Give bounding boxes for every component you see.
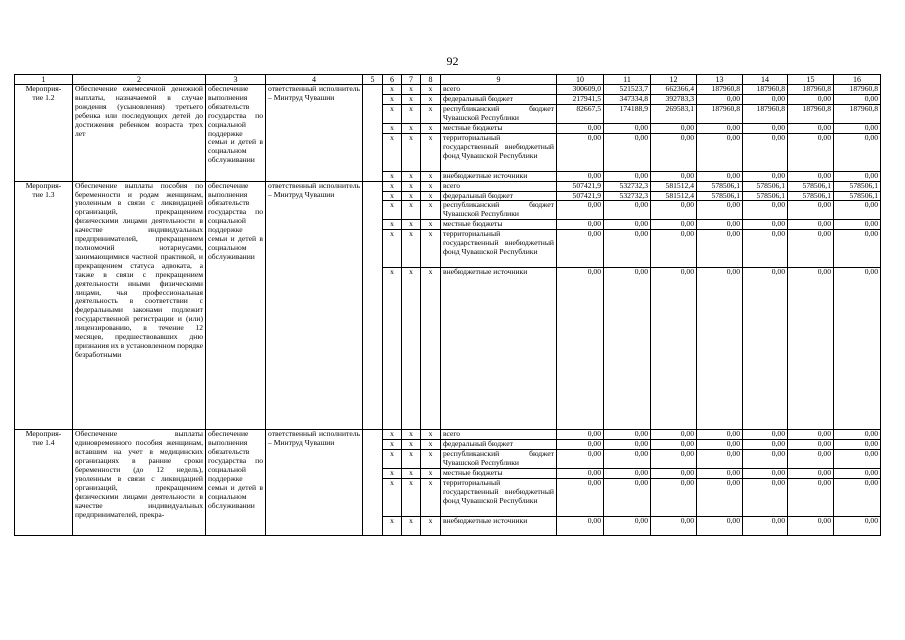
amount-cell: 0,00 bbox=[557, 479, 604, 517]
amount-cell: 187960,8 bbox=[697, 85, 743, 95]
marker-cell: x bbox=[402, 201, 421, 220]
marker-cell: x bbox=[421, 85, 441, 95]
amount-cell: 0,00 bbox=[834, 201, 881, 220]
amount-cell: 187960,8 bbox=[743, 85, 788, 95]
amount-cell: 0,00 bbox=[557, 440, 604, 450]
marker-cell: x bbox=[402, 123, 421, 133]
amount-cell: 532732,3 bbox=[604, 181, 651, 191]
empty-cell bbox=[363, 85, 383, 182]
marker-cell: x bbox=[421, 220, 441, 230]
amount-cell: 269583,1 bbox=[651, 104, 697, 123]
marker-cell: x bbox=[402, 479, 421, 517]
amount-cell: 578506,1 bbox=[697, 191, 743, 201]
amount-cell: 0,00 bbox=[743, 94, 788, 104]
amount-cell: 0,00 bbox=[697, 201, 743, 220]
amount-cell: 0,00 bbox=[697, 220, 743, 230]
amount-cell: 0,00 bbox=[743, 440, 788, 450]
marker-cell: x bbox=[383, 220, 402, 230]
marker-cell: x bbox=[383, 450, 402, 469]
amount-cell: 0,00 bbox=[743, 171, 788, 181]
amount-cell: 174188,9 bbox=[604, 104, 651, 123]
amount-cell: 187960,8 bbox=[788, 85, 834, 95]
amount-cell: 0,00 bbox=[697, 469, 743, 479]
amount-cell: 0,00 bbox=[557, 123, 604, 133]
marker-cell: x bbox=[383, 133, 402, 171]
marker-cell: x bbox=[383, 469, 402, 479]
amount-cell: 0,00 bbox=[557, 469, 604, 479]
marker-cell: x bbox=[421, 94, 441, 104]
amount-cell: 0,00 bbox=[834, 268, 881, 430]
amount-cell: 0,00 bbox=[788, 123, 834, 133]
amount-cell: 0,00 bbox=[743, 450, 788, 469]
amount-cell: 0,00 bbox=[651, 450, 697, 469]
amount-cell: 0,00 bbox=[743, 230, 788, 268]
marker-cell: x bbox=[402, 430, 421, 440]
amount-cell: 0,00 bbox=[834, 430, 881, 440]
amount-cell: 0,00 bbox=[604, 201, 651, 220]
measure-executor: ответственный исполнитель – Минтруд Чувашии bbox=[266, 85, 363, 182]
amount-cell: 0,00 bbox=[834, 479, 881, 517]
amount-cell: 0,00 bbox=[651, 230, 697, 268]
amount-cell: 662366,4 bbox=[651, 85, 697, 95]
marker-cell: x bbox=[402, 133, 421, 171]
amount-cell: 0,00 bbox=[743, 123, 788, 133]
header-cell: 5 bbox=[363, 75, 383, 85]
amount-cell: 0,00 bbox=[743, 517, 788, 536]
amount-cell: 0,00 bbox=[743, 133, 788, 171]
amount-cell: 187960,8 bbox=[834, 85, 881, 95]
measure-goal: обеспечение выполнения обязательств государства по социальной поддержке семьи и детей в социальном обслуживании bbox=[206, 181, 266, 430]
marker-cell: x bbox=[421, 430, 441, 440]
marker-cell: x bbox=[402, 191, 421, 201]
funding-source-extrabudget: внебюджетные источники bbox=[441, 517, 557, 536]
amount-cell: 0,00 bbox=[604, 450, 651, 469]
amount-cell: 0,00 bbox=[604, 440, 651, 450]
amount-cell: 0,00 bbox=[788, 469, 834, 479]
header-cell: 6 bbox=[383, 75, 402, 85]
funding-source-republican: республиканский бюджет Чувашской Республики bbox=[441, 104, 557, 123]
amount-cell: 581512,4 bbox=[651, 181, 697, 191]
amount-cell: 0,00 bbox=[651, 430, 697, 440]
marker-cell: x bbox=[402, 104, 421, 123]
amount-cell: 578506,1 bbox=[834, 191, 881, 201]
amount-cell: 0,00 bbox=[743, 430, 788, 440]
marker-cell: x bbox=[383, 430, 402, 440]
amount-cell: 0,00 bbox=[788, 440, 834, 450]
amount-cell: 0,00 bbox=[697, 440, 743, 450]
funding-source-local: местные бюджеты bbox=[441, 469, 557, 479]
header-cell: 11 bbox=[604, 75, 651, 85]
amount-cell: 0,00 bbox=[743, 268, 788, 430]
header-cell: 1 bbox=[15, 75, 73, 85]
amount-cell: 0,00 bbox=[834, 469, 881, 479]
amount-cell: 0,00 bbox=[697, 479, 743, 517]
marker-cell: x bbox=[383, 230, 402, 268]
marker-cell: x bbox=[402, 450, 421, 469]
amount-cell: 0,00 bbox=[557, 450, 604, 469]
funding-source-total: всего bbox=[441, 85, 557, 95]
amount-cell: 0,00 bbox=[557, 220, 604, 230]
amount-cell: 0,00 bbox=[697, 450, 743, 469]
amount-cell: 0,00 bbox=[697, 123, 743, 133]
table-row bbox=[15, 85, 881, 95]
header-cell: 9 bbox=[441, 75, 557, 85]
empty-cell bbox=[363, 430, 383, 536]
amount-cell: 0,00 bbox=[788, 479, 834, 517]
amount-cell: 581512,4 bbox=[651, 191, 697, 201]
amount-cell: 0,00 bbox=[834, 230, 881, 268]
table-body bbox=[15, 75, 881, 536]
amount-cell: 0,00 bbox=[651, 123, 697, 133]
amount-cell: 0,00 bbox=[557, 201, 604, 220]
amount-cell: 0,00 bbox=[834, 133, 881, 171]
amount-cell: 300609,0 bbox=[557, 85, 604, 95]
page-number: 92 bbox=[446, 54, 459, 68]
measure-id: Мероприя- тие 1.2 bbox=[15, 85, 73, 182]
marker-cell: x bbox=[421, 450, 441, 469]
amount-cell: 0,00 bbox=[604, 430, 651, 440]
funding-source-republican: республиканский бюджет Чувашской Республики bbox=[441, 201, 557, 220]
marker-cell: x bbox=[383, 517, 402, 536]
header-cell: 2 bbox=[73, 75, 206, 85]
funding-source-republican: республиканский бюджет Чувашской Республики bbox=[441, 450, 557, 469]
marker-cell: x bbox=[383, 201, 402, 220]
amount-cell: 187960,8 bbox=[743, 104, 788, 123]
header-cell: 7 bbox=[402, 75, 421, 85]
amount-cell: 217941,5 bbox=[557, 94, 604, 104]
marker-cell: x bbox=[421, 268, 441, 430]
amount-cell: 0,00 bbox=[557, 430, 604, 440]
marker-cell: x bbox=[383, 440, 402, 450]
amount-cell: 0,00 bbox=[557, 517, 604, 536]
marker-cell: x bbox=[383, 268, 402, 430]
amount-cell: 578506,1 bbox=[788, 191, 834, 201]
header-cell: 8 bbox=[421, 75, 441, 85]
header-cell: 16 bbox=[834, 75, 881, 85]
marker-cell: x bbox=[421, 479, 441, 517]
funding-source-federal: федеральный бюджет bbox=[441, 191, 557, 201]
amount-cell: 0,00 bbox=[834, 123, 881, 133]
marker-cell: x bbox=[402, 85, 421, 95]
amount-cell: 0,00 bbox=[651, 201, 697, 220]
amount-cell: 0,00 bbox=[743, 220, 788, 230]
amount-cell: 0,00 bbox=[788, 133, 834, 171]
amount-cell: 0,00 bbox=[557, 268, 604, 430]
amount-cell: 0,00 bbox=[788, 94, 834, 104]
measure-goal: обеспечение выполнения обязательств государства по социальной поддержке семьи и детей в социальном обслуживании bbox=[206, 430, 266, 536]
funding-source-federal: федеральный бюджет bbox=[441, 94, 557, 104]
amount-cell: 187960,8 bbox=[697, 104, 743, 123]
funding-source-extrabudget: внебюджетные источники bbox=[441, 268, 557, 430]
amount-cell: 0,00 bbox=[788, 171, 834, 181]
amount-cell: 0,00 bbox=[557, 230, 604, 268]
amount-cell: 347334,8 bbox=[604, 94, 651, 104]
amount-cell: 0,00 bbox=[557, 171, 604, 181]
marker-cell: x bbox=[402, 94, 421, 104]
amount-cell: 0,00 bbox=[651, 171, 697, 181]
amount-cell: 0,00 bbox=[788, 220, 834, 230]
marker-cell: x bbox=[383, 171, 402, 181]
amount-cell: 0,00 bbox=[788, 268, 834, 430]
marker-cell: x bbox=[383, 181, 402, 191]
funding-source-fund: территориальный государственный внебюджетный фонд Чувашской Республики bbox=[441, 230, 557, 268]
marker-cell: x bbox=[421, 104, 441, 123]
header-cell: 15 bbox=[788, 75, 834, 85]
header-cell: 3 bbox=[206, 75, 266, 85]
marker-cell: x bbox=[402, 171, 421, 181]
marker-cell: x bbox=[402, 268, 421, 430]
marker-cell: x bbox=[421, 133, 441, 171]
amount-cell: 0,00 bbox=[604, 517, 651, 536]
marker-cell: x bbox=[402, 469, 421, 479]
amount-cell: 0,00 bbox=[834, 517, 881, 536]
amount-cell: 0,00 bbox=[788, 517, 834, 536]
measure-name: Обеспечение выплаты пособия по беременности и родам женщинам, уволенным в связи с ликвидацией организаций, прекращением физическими лицами деятельности в качестве индивидуальных предпринимателей, прекращением полномочий нотариусами, занимающимися частной практикой, и прекращением статуса адвоката, а также в связи с прекращением деятельности иными физическими лицами, чья профессиональная деятельность в соответствии с федеральными законами подлежит государственной регистрации и (или) лицензированию, в течение 12 месяцев, предшествовавших дню признания их в установленном порядке безработными bbox=[73, 181, 206, 430]
marker-cell: x bbox=[421, 201, 441, 220]
marker-cell: x bbox=[402, 230, 421, 268]
amount-cell: 0,00 bbox=[651, 268, 697, 430]
header-cell: 4 bbox=[266, 75, 363, 85]
header-cell: 10 bbox=[557, 75, 604, 85]
funding-source-fund: территориальный государственный внебюджетный фонд Чувашской Республики bbox=[441, 479, 557, 517]
marker-cell: x bbox=[402, 181, 421, 191]
amount-cell: 578506,1 bbox=[697, 181, 743, 191]
amount-cell: 0,00 bbox=[697, 517, 743, 536]
amount-cell: 0,00 bbox=[651, 220, 697, 230]
funding-source-local: местные бюджеты bbox=[441, 220, 557, 230]
amount-cell: 82667,5 bbox=[557, 104, 604, 123]
amount-cell: 0,00 bbox=[697, 268, 743, 430]
amount-cell: 532732,3 bbox=[604, 191, 651, 201]
amount-cell: 521523,7 bbox=[604, 85, 651, 95]
empty-cell bbox=[363, 181, 383, 430]
amount-cell: 392783,3 bbox=[651, 94, 697, 104]
funding-source-federal: федеральный бюджет bbox=[441, 440, 557, 450]
funding-source-total: всего bbox=[441, 181, 557, 191]
amount-cell: 0,00 bbox=[604, 268, 651, 430]
amount-cell: 187960,8 bbox=[788, 104, 834, 123]
amount-cell: 0,00 bbox=[604, 133, 651, 171]
amount-cell: 0,00 bbox=[697, 171, 743, 181]
marker-cell: x bbox=[421, 517, 441, 536]
marker-cell: x bbox=[421, 230, 441, 268]
marker-cell: x bbox=[383, 191, 402, 201]
marker-cell: x bbox=[421, 469, 441, 479]
header-row bbox=[15, 75, 881, 85]
table-row bbox=[15, 181, 881, 191]
measure-goal: обеспечение выполнения обязательств государства по социальной поддержке семьи и детей в социальном обслуживании bbox=[206, 85, 266, 182]
marker-cell: x bbox=[421, 191, 441, 201]
amount-cell: 0,00 bbox=[651, 469, 697, 479]
amount-cell: 0,00 bbox=[604, 230, 651, 268]
amount-cell: 0,00 bbox=[743, 479, 788, 517]
measure-name: Обеспечение ежемесячной денежной выплаты, назначаемой в случае рождения (усыновления) третьего ребенка или последующих детей до достижения ребенком возраста трех лет bbox=[73, 85, 206, 182]
amount-cell: 0,00 bbox=[604, 171, 651, 181]
amount-cell: 0,00 bbox=[788, 230, 834, 268]
marker-cell: x bbox=[383, 104, 402, 123]
marker-cell: x bbox=[383, 94, 402, 104]
measure-name: Обеспечение выплаты единовременного пособия женщинам, вставшим на учет в медицинских организациях в ранние сроки беременности (до 12 недель), уволенным в связи с ликвидацией организаций, прекращением физическими лицами деятельности в качестве индивидуальных предпринимателей, прекра- bbox=[73, 430, 206, 536]
marker-cell: x bbox=[421, 171, 441, 181]
amount-cell: 0,00 bbox=[834, 440, 881, 450]
funding-source-local: местные бюджеты bbox=[441, 123, 557, 133]
table-row bbox=[15, 430, 881, 440]
marker-cell: x bbox=[402, 220, 421, 230]
marker-cell: x bbox=[402, 440, 421, 450]
measure-executor: ответственный исполнитель – Минтруд Чувашии bbox=[266, 430, 363, 536]
amount-cell: 578506,1 bbox=[743, 181, 788, 191]
amount-cell: 507421,9 bbox=[557, 191, 604, 201]
amount-cell: 578506,1 bbox=[788, 181, 834, 191]
amount-cell: 0,00 bbox=[697, 94, 743, 104]
funding-source-fund: территориальный государственный внебюджетный фонд Чувашской Республики bbox=[441, 133, 557, 171]
amount-cell: 0,00 bbox=[651, 440, 697, 450]
program-measures-table bbox=[14, 74, 881, 536]
amount-cell: 0,00 bbox=[788, 201, 834, 220]
amount-cell: 0,00 bbox=[697, 230, 743, 268]
marker-cell: x bbox=[383, 123, 402, 133]
amount-cell: 0,00 bbox=[651, 133, 697, 171]
marker-cell: x bbox=[421, 440, 441, 450]
header-cell: 13 bbox=[697, 75, 743, 85]
amount-cell: 0,00 bbox=[604, 469, 651, 479]
marker-cell: x bbox=[383, 85, 402, 95]
amount-cell: 0,00 bbox=[834, 94, 881, 104]
header-cell: 12 bbox=[651, 75, 697, 85]
funding-source-total: всего bbox=[441, 430, 557, 440]
amount-cell: 0,00 bbox=[743, 469, 788, 479]
amount-cell: 0,00 bbox=[651, 479, 697, 517]
amount-cell: 0,00 bbox=[604, 123, 651, 133]
marker-cell: x bbox=[402, 517, 421, 536]
amount-cell: 578506,1 bbox=[743, 191, 788, 201]
amount-cell: 0,00 bbox=[557, 133, 604, 171]
marker-cell: x bbox=[421, 123, 441, 133]
amount-cell: 0,00 bbox=[834, 171, 881, 181]
amount-cell: 507421,9 bbox=[557, 181, 604, 191]
amount-cell: 0,00 bbox=[743, 201, 788, 220]
amount-cell: 0,00 bbox=[788, 430, 834, 440]
header-cell: 14 bbox=[743, 75, 788, 85]
marker-cell: x bbox=[383, 479, 402, 517]
amount-cell: 0,00 bbox=[651, 517, 697, 536]
amount-cell: 0,00 bbox=[697, 133, 743, 171]
amount-cell: 0,00 bbox=[697, 430, 743, 440]
measure-id: Мероприя- тие 1.3 bbox=[15, 181, 73, 430]
amount-cell: 0,00 bbox=[604, 220, 651, 230]
amount-cell: 0,00 bbox=[834, 450, 881, 469]
amount-cell: 0,00 bbox=[604, 479, 651, 517]
amount-cell: 0,00 bbox=[834, 220, 881, 230]
amount-cell: 187960,8 bbox=[834, 104, 881, 123]
marker-cell: x bbox=[421, 181, 441, 191]
measure-executor: ответственный исполнитель – Минтруд Чувашии bbox=[266, 181, 363, 430]
amount-cell: 0,00 bbox=[788, 450, 834, 469]
amount-cell: 578506,1 bbox=[834, 181, 881, 191]
funding-source-extrabudget: внебюджетные источники bbox=[441, 171, 557, 181]
measure-id: Мероприя- тие 1.4 bbox=[15, 430, 73, 536]
